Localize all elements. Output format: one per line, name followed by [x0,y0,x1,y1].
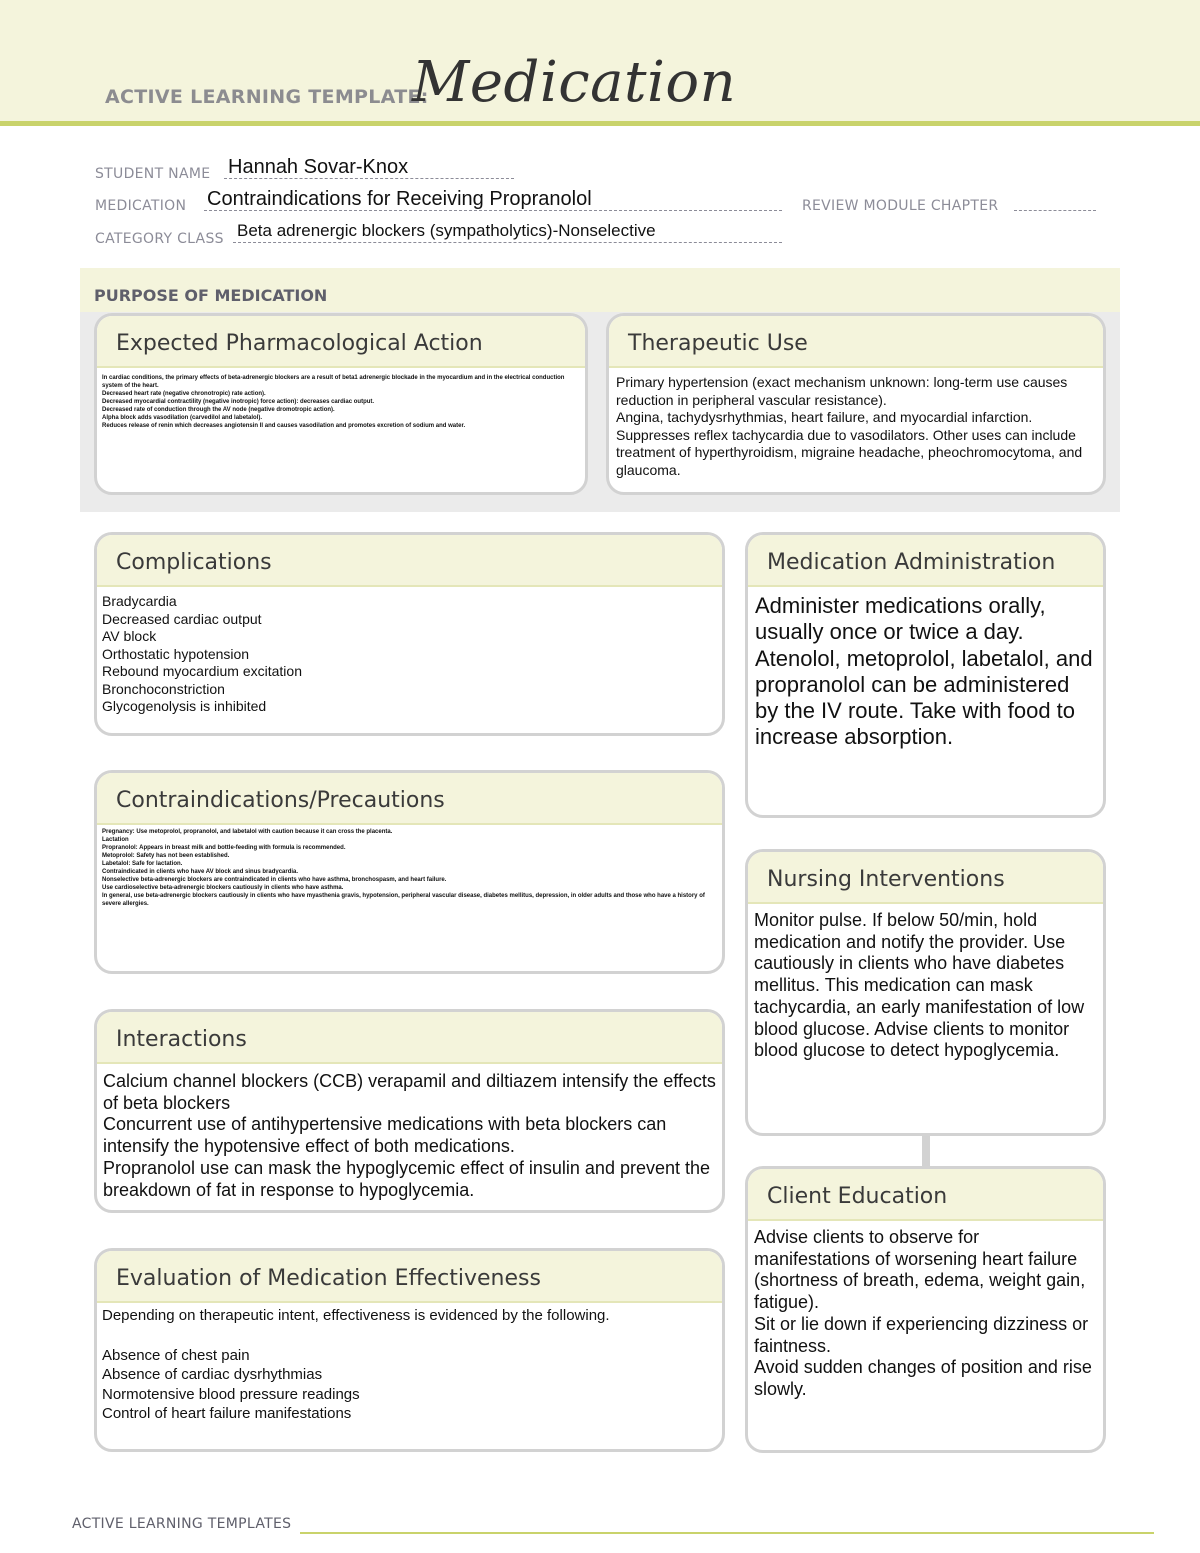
evaluation-item: Absence of chest pain [102,1346,250,1364]
complications-body[interactable] [97,587,722,716]
complications-title: Complications [97,535,722,587]
expected-action-title: Expected Pharmacological Action [97,316,585,368]
header-divider [0,121,1200,126]
evaluation-intro: Depending on therapeutic intent, effectiveness is evidenced by the following. [102,1307,610,1324]
footer-divider [300,1532,1154,1534]
evaluation-title: Evaluation of Medication Effectiveness [97,1251,722,1303]
complication-item: Bronchoconstriction [102,680,225,697]
interactions-body[interactable]: Calcium channel blockers (CCB) verapamil and diltiazem intensify the effects of beta blockers Concurrent use of antihypertensive medications with beta blockers can intensify the hypotensive effect of both medications. Propranolol use can mask the hypoglycemic effect of insulin and prevent the breakdown of fat in response to hypoglycemia. [103,1071,716,1200]
category-class-line [233,242,782,243]
complication-item: Bradycardia [102,593,177,609]
contraindications-title: Contraindications/Precautions [97,773,722,825]
interactions-title: Interactions [97,1012,722,1064]
nursing-interventions-card [745,849,1106,1136]
contraindications-card [94,770,725,974]
expected-action-card [94,313,588,495]
therapeutic-use-card [606,313,1106,495]
footer-label: ACTIVE LEARNING TEMPLATES [72,1516,292,1532]
medication-label: MEDICATION [95,198,187,214]
template-label: ACTIVE LEARNING TEMPLATE: [105,86,429,108]
card-connector [922,1136,930,1166]
complications-card [94,532,725,736]
client-education-title: Client Education [748,1169,1103,1221]
page-title: Medication [412,50,737,115]
evaluation-item: Control of heart failure manifestations [102,1405,352,1422]
complication-item: Orthostatic hypotension [102,645,250,662]
contraindications-body[interactable]: Pregnancy: Use metoprolol, propranolol, and labetalol with caution because it can cross the placenta. Lactation Propranolol: Appears in breast milk and bottle-feeding with formula is recommended. Metoprolol: Safety has not been established. Labetalol: Safe for lactation. Contraindicated in clients who have AV block and sinus bradycardia. Nonselective beta-adrenergic blockers are contraindicated in clients who have asthma, bronchospasm, and heart failure. Use cardioselective beta-adrenergic blockers cautiously in clients who have asthma. In general, use beta-adrenergic blockers cautiously in clients who have myasthenia gravis, hypotension, peripheral vascular disease, diabetes mellitus, depression, in older adults and those who have a history of severe allergies. [102,829,705,907]
expected-action-body[interactable]: In cardiac conditions, the primary effects of beta-adrenergic blockers are a result of beta1 adrenergic blockade in the myocardium and in the electrical conduction system of the heart. Decreased heart rate (negative chronotropic) rate action). Decreased myocardial contractility (negative inotropic) force action): decreases cardiac output. Decreased rate of conduction through the AV node (negative dromotropic action). Alpha block adds vasodilation (carvedilol and labetalol). Reduces release of renin which decreases angiotensin II and causes vasodilation and promotes excretion of sodium and water. [102,375,565,429]
nursing-interventions-body[interactable]: Monitor pulse. If below 50/min, hold medication and notify the provider. Use cautiously in clients who have diabetes mellitus. This medication can mask tachycardia, an early manifestation of low blood glucose. Advise clients to monitor blood glucose to detect hypoglycemia. [754,910,1085,1061]
evaluation-card [94,1248,725,1452]
therapeutic-use-body[interactable]: Primary hypertension (exact mechanism unknown: long-term use causes reduction in peripheral vascular resistance). Angina, tachydysrhythmias, heart failure, and myocardial infarction. Suppresses reflex tachycardia due to vasodilators. Other uses can include treatment of hyperthyroidism, migraine headache, pheochromocytoma, and glaucoma. [616,374,1083,478]
evaluation-item: Absence of cardiac dysrhythmias [102,1366,323,1383]
complication-item: AV block [102,628,157,644]
complication-item: Decreased cardiac output [102,610,262,627]
evaluation-item: Normotensive blood pressure readings [102,1385,360,1403]
client-education-body[interactable]: Advise clients to observe for manifestations of worsening heart failure (shortness of breath, edema, weight gain, fatigue). Sit or lie down if experiencing dizziness or faintness. Avoid sudden changes of position and rise slowly. [754,1227,1092,1399]
medication-administration-card [745,532,1106,818]
student-name-label: STUDENT NAME [95,166,211,182]
complication-item: Rebound myocardium excitation [102,663,302,679]
therapeutic-use-title: Therapeutic Use [609,316,1103,368]
medication-administration-title: Medication Administration [748,535,1103,587]
category-class-label: CATEGORY CLASS [95,231,224,247]
purpose-title: PURPOSE OF MEDICATION [94,286,328,305]
review-module-line [1014,210,1096,211]
interactions-card [94,1009,725,1213]
review-module-label: REVIEW MODULE CHAPTER [802,198,999,214]
student-name-field[interactable]: Hannah Sovar-Knox [228,156,409,178]
client-education-card [745,1166,1106,1453]
nursing-interventions-title: Nursing Interventions [748,852,1103,904]
category-class-field[interactable]: Beta adrenergic blockers (sympatholytics)-Nonselective [237,221,656,240]
medication-field[interactable]: Contraindications for Receiving Propranolol [207,188,592,210]
evaluation-body[interactable] [97,1303,722,1424]
complication-item: Glycogenolysis is inhibited [102,698,267,714]
medication-administration-body[interactable]: Administer medications orally, usually once or twice a day. Atenolol, metoprolol, labetalol, and propranolol can be administered by the IV route. Take with food to increase absorption. [755,593,1093,750]
